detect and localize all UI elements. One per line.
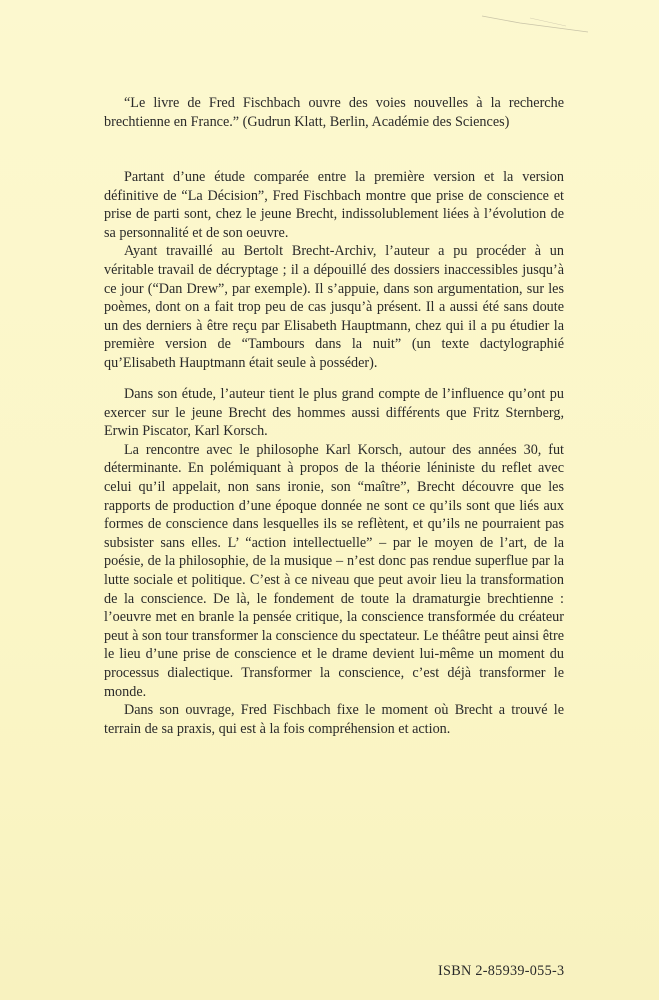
review-quote <box>104 94 564 131</box>
quote-paragraph: “Le livre de Fred Fischbach ouvre des voies nouvelles à la recherche brechtienne en France.” (Gudrun Klatt, Berlin, Académie des Sciences) <box>104 95 564 130</box>
scratch-mark <box>480 14 590 34</box>
paragraph: Dans son ouvrage, Fred Fischbach fixe le moment où Brecht a trouvé le terrain de sa praxis, qui est à la fois compréhension et action. <box>104 702 564 737</box>
paragraph: Dans son étude, l’auteur tient le plus grand compte de l’influence qu’ont pu exercer sur le jeune Brecht des hommes aussi différents que Fritz Sternberg, Erwin Piscator, Karl Korsch. <box>104 386 564 440</box>
summary-section-2 <box>104 385 564 738</box>
paragraph: La rencontre avec le philosophe Karl Korsch, autour des années 30, fut déterminante. En polémiquant à propos de la théorie léniniste du reflet avec celui qu’il appelait, non sans ironie, son “maître”, Brecht découvre que les rapports de production d’une époque donnée ne sont ce qu’ils sont que liés aux formes de conscience dans lesquelles ils se reflètent, et qu’ils ne pourraient pas subsister sans elles. L’ “action intellectuelle” – par le moyen de l’art, de la poésie, de la philosophie, de la musique – n’est donc pas rendue superflue par la lutte sociale et politique. C’est à ce niveau que peut avoir lieu la transformation de la conscience. De là, le fondement de toute la dramaturgie brechtienne : l’oeuvre met en branle la pensée critique, la conscience transformée du créateur peut à son tour transformer la conscience du spectateur. Le théâtre peut ainsi être le lieu d’une prise de conscience et le drame devient lui-même un moment du processus dialectique. Transformer la conscience, c’est déjà transformer le monde. <box>104 441 564 700</box>
isbn-number: ISBN 2-85939-055-3 <box>438 963 565 979</box>
summary-section-1 <box>104 168 564 373</box>
paragraph: Partant d’une étude comparée entre la première version et la version définitive de “La Décision”, Fred Fischbach montre que prise de conscience et prise de parti sont, chez le jeune Brecht, indissolublement liées à l’évolution de sa personnalité et de son oeuvre. <box>104 169 564 241</box>
paragraph: Ayant travaillé au Bertolt Brecht-Archiv, l’auteur a pu procéder à un véritable travail de décryptage ; il a dépouillé des dossiers inaccessibles jusqu’à ce jour (“Dan Drew”, par exemple). Il s’appuie, dans son argumentation, sur les poèmes, dont on a fait trop peu de cas jusqu’à présent. Il a aussi été sans doute un des derniers à être reçu par Elisabeth Hauptmann, chez qui il a pu étudier la première version de “Tambours dans la nuit” (un texte dactylographié qu’Elisabeth Hauptmann était seule à posséder). <box>104 243 564 371</box>
